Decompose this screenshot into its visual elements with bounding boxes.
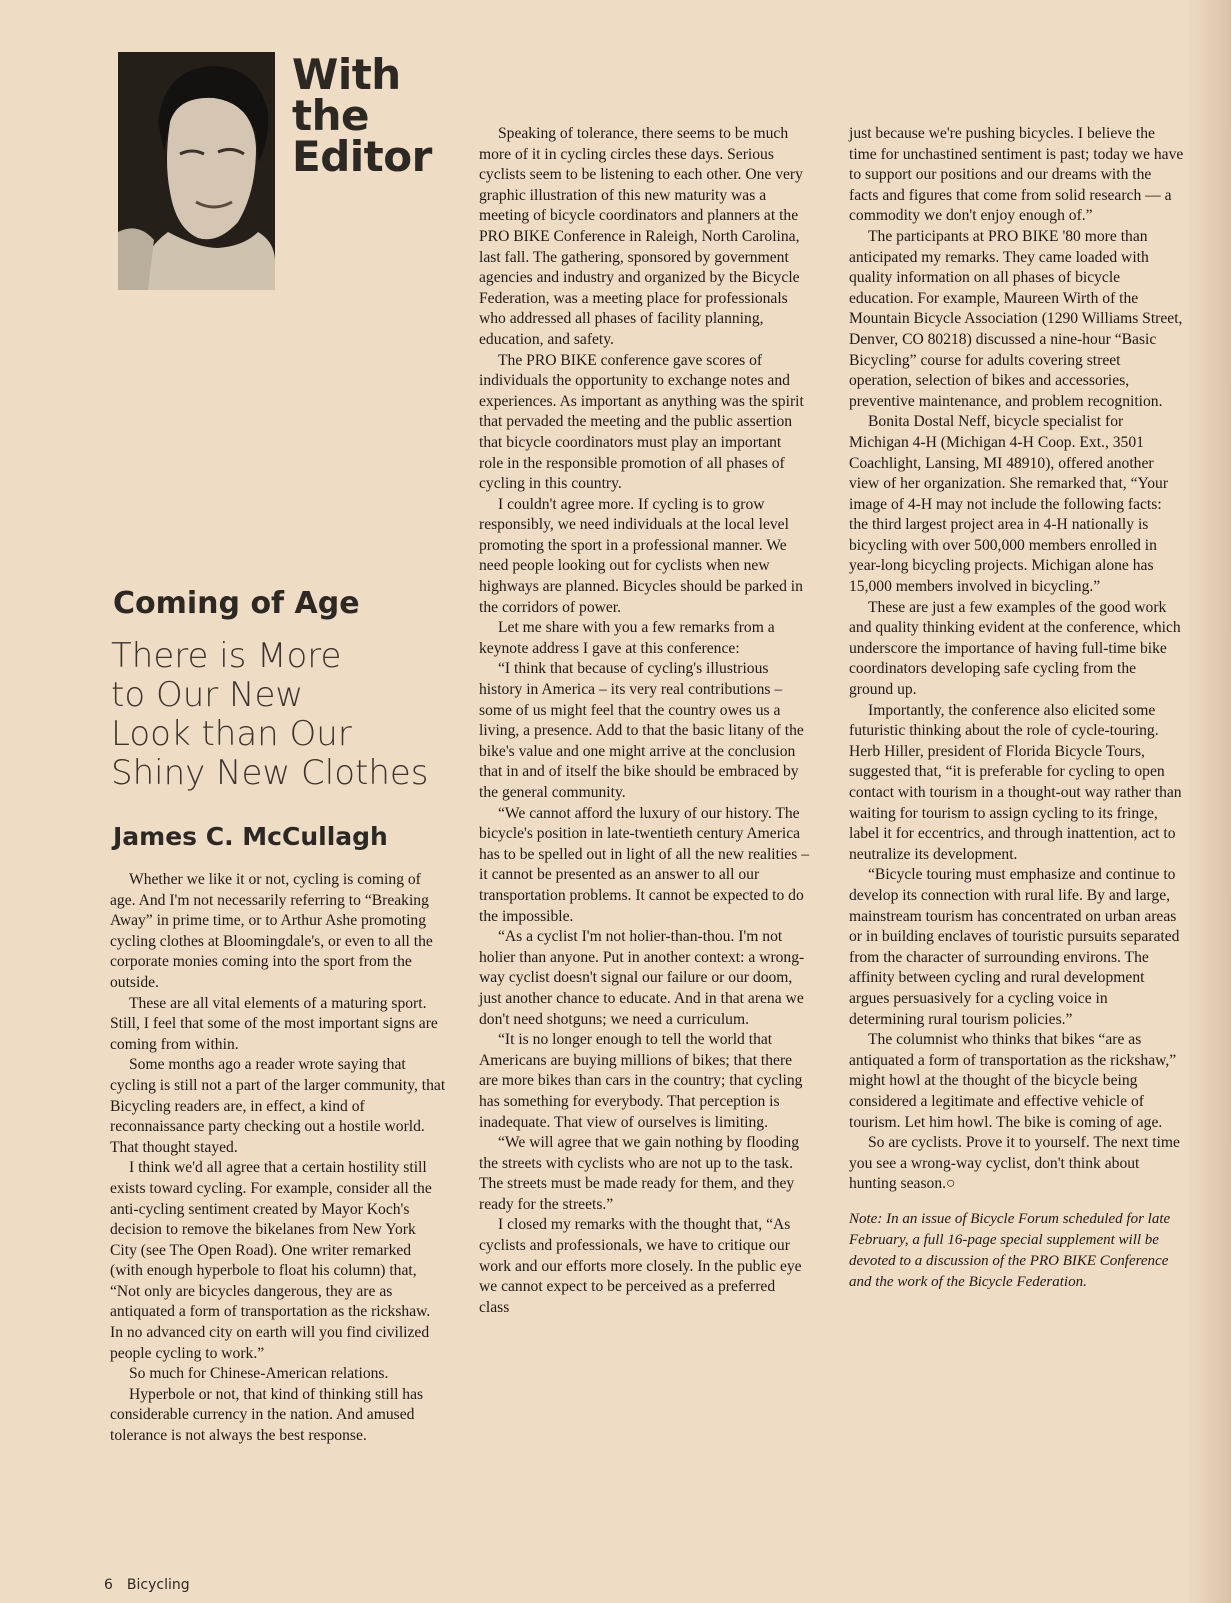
paragraph: So are cyclists. Prove it to yourself. The next time you see a wrong-way cyclist, don't think about hunting season.○ [849, 1134, 1180, 1193]
paragraph: “We will agree that we gain nothing by flooding the streets with cyclists who are not up to the task. The streets must be made ready for them, and they ready for the streets.” [479, 1134, 800, 1213]
text-column-2 [479, 124, 809, 1318]
paragraph: I think we'd all agree that a certain hostility still exists toward cycling. For example, consider all the anti-cycling sentiment created by Mayor Koch's decision to remove the bikelanes from New York City (see The Open Road). One writer remarked (with enough hyperbole to float his column) that, “Not only are bicycles dangerous, they are as antiquated a form of transportation as the rickshaw. In no advanced city on earth will you find civilized people cycling to work.” [110, 1159, 432, 1362]
paragraph: I couldn't agree more. If cycling is to grow responsibly, we need individuals at the local level promoting the sport in a professional manner. We need people looking out for cyclists when new highways are planned. Bicycles should be parked in the corridors of power. [479, 495, 803, 616]
paragraph: Hyperbole or not, that kind of thinking still has considerable currency in the nation. And amused tolerance is not always the best response. [110, 1385, 424, 1445]
paragraph: “As a cyclist I'm not holier-than-thou. I'm not holier than anyone. Put in another context: a wrong-way cyclist doesn't signal our failure or our doom, just another chance to educate. And in that arena we don't need shotguns; we need a curriculum. [479, 928, 805, 1028]
paragraph: These are just a few examples of the good work and quality thinking evident at the conference, which underscore the importance of having full-time bike coordinators developing safe cycling from the ground up. [849, 598, 1181, 699]
paragraph: just because we're pushing bicycles. I believe the time for unchastined sentiment is past; today we have to support our positions and our dreams with the facts and figures that come from solid research — a commodity we don't enjoy enough of.” [849, 125, 1184, 225]
byline: James C. McCullagh [113, 822, 388, 851]
subtitle-line: Look than Our [111, 714, 352, 754]
paragraph: These are all vital elements of a maturing sport. Still, I feel that some of the most important signs are coming from within. [110, 994, 438, 1053]
page-edge-shadow [1187, 0, 1231, 1603]
paragraph: Some months ago a reader wrote saying that cycling is still not a part of the larger community, that Bicycling readers are, in effect, a kind of reconnaissance party checking out a hostile world. That thought stayed. [110, 1056, 446, 1156]
paragraph: Importantly, the conference also elicited some futuristic thinking about the role of cycle-touring. Herb Hiller, president of Florida Bicycle Tours, suggested that, “it is preferable for cycling to open contact with tourism in a thought-out way rather than waiting for tourism to assign cycling to its fringe, label it for eccentrics, and through inattention, act to neutralize its development. [849, 701, 1182, 863]
article-title: Coming of Age [113, 586, 360, 621]
editor-photo [118, 52, 275, 290]
editor-note-text: Note: In an issue of Bicycle Forum scheduled for late February, a full 16-page special supplement will be devoted to a discussion of the PRO BIKE Conference and the work of the Bicycle Federation. [849, 1210, 1171, 1290]
editor-note [849, 1209, 1184, 1293]
paragraph: “I think that because of cycling's illustrious history in America – its very real contributions – some of us might feel that the country owes us a living, a presence. Add to that the basic litany of the bike's value and one might arrive at the conclusion that in and of itself the bike should be embraced by the general community. [479, 660, 804, 801]
paragraph: “We cannot afford the luxury of our history. The bicycle's position in late-twentieth century America has to be spelled out in light of all the new realities – it cannot be presented as an answer to all our transportation problems. It cannot be expected to do the impossible. [479, 804, 809, 925]
text-column-1 [110, 870, 446, 1447]
column-heading-line: With [292, 50, 401, 99]
paragraph: I closed my remarks with the thought that, “As cyclists and professionals, we have to critique our work and our efforts more closely. In the public eye we cannot expect to be perceived as a preferred class [479, 1216, 802, 1316]
paragraph: The columnist who thinks that bikes “are as antiquated a form of transportation as the rickshaw,” might howl at the thought of the bicycle being considered a legitimate and effective vehicle of tourism. Let him howl. The bike is coming of age. [849, 1031, 1177, 1131]
page-number: 6 [104, 1577, 113, 1593]
column-heading-line: Editor [292, 132, 432, 181]
paragraph: “It is no longer enough to tell the world that Americans are buying millions of bikes; that there are more bikes than cars in the country; that cycling has something for everybody. That perception is inadequate. That view of ourselves is limiting. [479, 1031, 803, 1131]
subtitle-line: Shiny New Clothes [111, 753, 429, 793]
paragraph: “Bicycle touring must emphasize and continue to develop its connection with rural life. By and large, mainstream tourism has concentrated on urban areas or in building enclaves of touristic pursuits separated from the character of surrounding environs. The affinity between cycling and rural development argues persuasively for a cycling voice in determining rural tourism policies.” [849, 866, 1180, 1028]
paragraph: Whether we like it or not, cycling is coming of age. And I'm not necessarily referring to “Breaking Away” in prime time, or to Arthur Ashe promoting cycling clothes at Bloomingdale's, or even to all the corporate monies coming into the sport from the outside. [110, 871, 433, 991]
text-column-3 [849, 124, 1184, 1293]
article-subtitle [111, 637, 456, 793]
column-heading-line: the [292, 91, 369, 140]
subtitle-line: There is More [111, 636, 342, 676]
page-footer [104, 1577, 204, 1593]
subtitle-line: to Our New [111, 675, 304, 715]
paragraph: So much for Chinese-American relations. [129, 1365, 389, 1383]
paragraph: Speaking of tolerance, there seems to be much more of it in cycling circles these days. Serious cyclists seem to be listening to each other. One very graphic illustration of this new maturity was a meeting of bicycle coordinators and planners at the PRO BIKE Conference in Raleigh, North Carolina, last fall. The gathering, sponsored by government agencies and industry and organized by the Bicycle Federation, was a meeting place for professionals who addressed all phases of facility planning, education, and safety. [479, 125, 803, 348]
paragraph: The PRO BIKE conference gave scores of individuals the opportunity to exchange notes and experiences. As important as anything was the spirit that pervaded the meeting and the public assertion that bicycle coordinators must play an important role in the responsible promotion of all phases of cycling in this country. [479, 351, 804, 493]
column-heading [292, 50, 467, 181]
magazine-name: Bicycling [126, 1577, 190, 1593]
paragraph: Bonita Dostal Neff, bicycle specialist for Michigan 4-H (Michigan 4-H Coop. Ext., 3501 Coachlight, Lansing, MI 48910), offered another view of her organization. She remarked that, “Your image of 4-H may not include the following facts: the third largest project area in 4-H nationally is bicycling with over 500,000 members enrolled in year-long bicycling projects. Michigan alone has 15,000 members involved in bicycling.” [849, 413, 1169, 596]
paragraph: Let me share with you a few remarks from a keynote address I gave at this conference: [479, 619, 775, 657]
paragraph: The participants at PRO BIKE '80 more than anticipated my remarks. They came loaded with quality information on all phases of bicycle education. For example, Maureen Wirth of the Mountain Bicycle Association (1290 Williams Street, Denver, CO 80218) discussed a nine-hour “Basic Bicycling” course for adults covering street operation, selection of bikes and accessories, preventive maintenance, and problem recognition. [849, 227, 1183, 410]
